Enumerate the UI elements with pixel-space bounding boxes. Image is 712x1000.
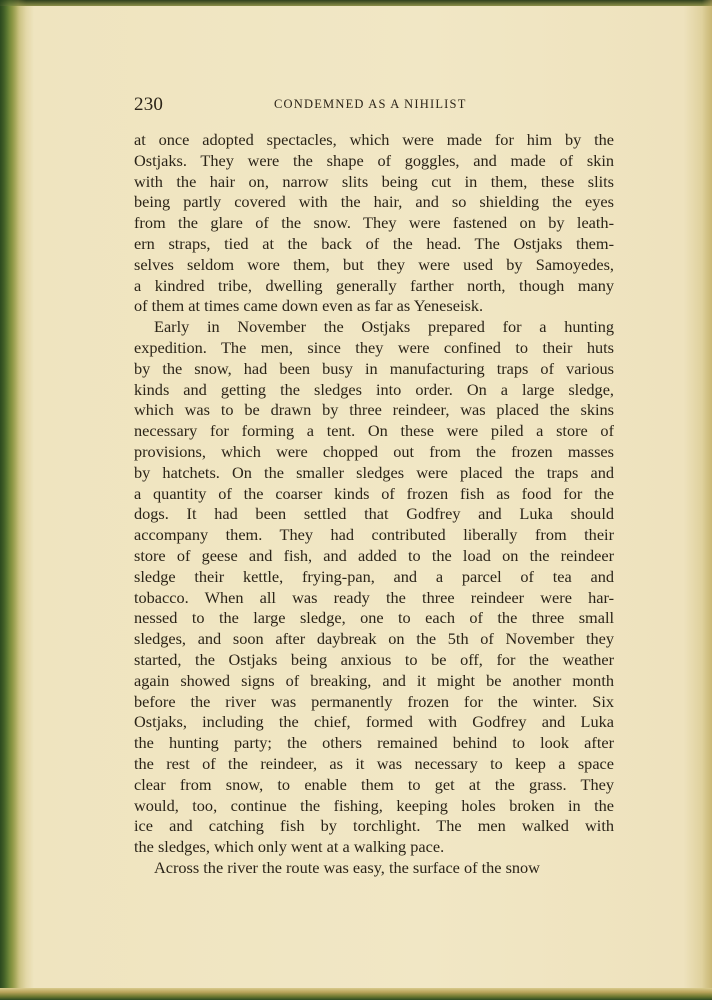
text-line: the hunting party; the others remained behind to look after <box>134 733 614 753</box>
text-line: necessary for forming a tent. On these were piled a store of <box>134 421 614 441</box>
text-line: a kindred tribe, dwelling generally farther north, though many <box>134 275 614 295</box>
text-line: again showed signs of breaking, and it might be another month <box>134 670 614 690</box>
text-line: Across the river the route was easy, the surface of the snow <box>154 857 540 877</box>
running-head: CONDEMNED AS A NIHILIST <box>274 97 467 111</box>
text-line: store of geese and fish, and added to the load on the reindeer <box>134 545 614 565</box>
binding-gutter-shadow <box>0 0 26 1000</box>
text-line: being partly covered with the hair, and so shielding the eyes <box>134 192 614 212</box>
body-text <box>134 130 614 879</box>
text-line: nessed to the large sledge, one to each of the three small <box>134 608 614 628</box>
text-line: of them at times came down even as far as Yeneseisk. <box>134 296 484 316</box>
text-line: ice and catching fish by torchlight. The men walked with <box>134 816 614 836</box>
page-number: 230 <box>134 94 164 115</box>
text-line: by hatchets. On the smaller sledges were placed the traps and <box>134 462 614 482</box>
text-line: at once adopted spectacles, which were made for him by the <box>134 130 614 149</box>
text-line: clear from snow, to enable them to get at the grass. They <box>134 774 614 794</box>
text-line: kinds and getting the sledges into order. On a large sledge, <box>134 379 614 399</box>
page-top-edge <box>0 0 712 6</box>
text-line: from the glare of the snow. They were fastened on by leath- <box>134 213 614 233</box>
text-line: accompany them. They had contributed liberally from their <box>134 525 614 545</box>
text-line: sledges, and soon after daybreak on the 5th of November they <box>134 629 614 649</box>
page-right-edge <box>702 0 712 1000</box>
text-line: Early in November the Ostjaks prepared for a hunting <box>154 317 614 337</box>
text-line: dogs. It had been settled that Godfrey and Luka should <box>134 504 614 524</box>
text-line: provisions, which were chopped out from the frozen masses <box>134 441 614 461</box>
text-line: a quantity of the coarser kinds of frozen fish as food for the <box>134 483 614 503</box>
page-header <box>134 94 614 118</box>
text-line: selves seldom wore them, but they were used by Samoyedes, <box>134 254 614 274</box>
text-line: would, too, continue the fishing, keeping holes broken in the <box>134 795 614 815</box>
text-line: ern straps, tied at the back of the head. The Ostjaks them- <box>134 233 614 253</box>
text-line: by the snow, had been busy in manufacturing traps of various <box>134 358 614 378</box>
text-line: with the hair on, narrow slits being cut in them, these slits <box>134 171 614 191</box>
text-line: which was to be drawn by three reindeer, was placed the skins <box>134 400 614 420</box>
text-line: before the river was permanently frozen for the winter. Six <box>134 691 614 711</box>
text-line: Ostjaks, including the chief, formed with Godfrey and Luka <box>134 712 614 732</box>
text-line: tobacco. When all was ready the three reindeer were har- <box>134 587 614 607</box>
page-bottom-edge <box>0 988 712 1000</box>
text-line: Ostjaks. They were the shape of goggles, and made of skin <box>134 150 614 170</box>
text-line: the rest of the reindeer, as it was necessary to keep a space <box>134 753 614 773</box>
text-line: the sledges, which only went at a walking pace. <box>134 837 445 857</box>
text-line: sledge their kettle, frying-pan, and a parcel of tea and <box>134 566 614 586</box>
text-line: started, the Ostjaks being anxious to be off, for the weather <box>134 649 614 669</box>
text-line: expedition. The men, since they were confined to their huts <box>134 337 614 357</box>
